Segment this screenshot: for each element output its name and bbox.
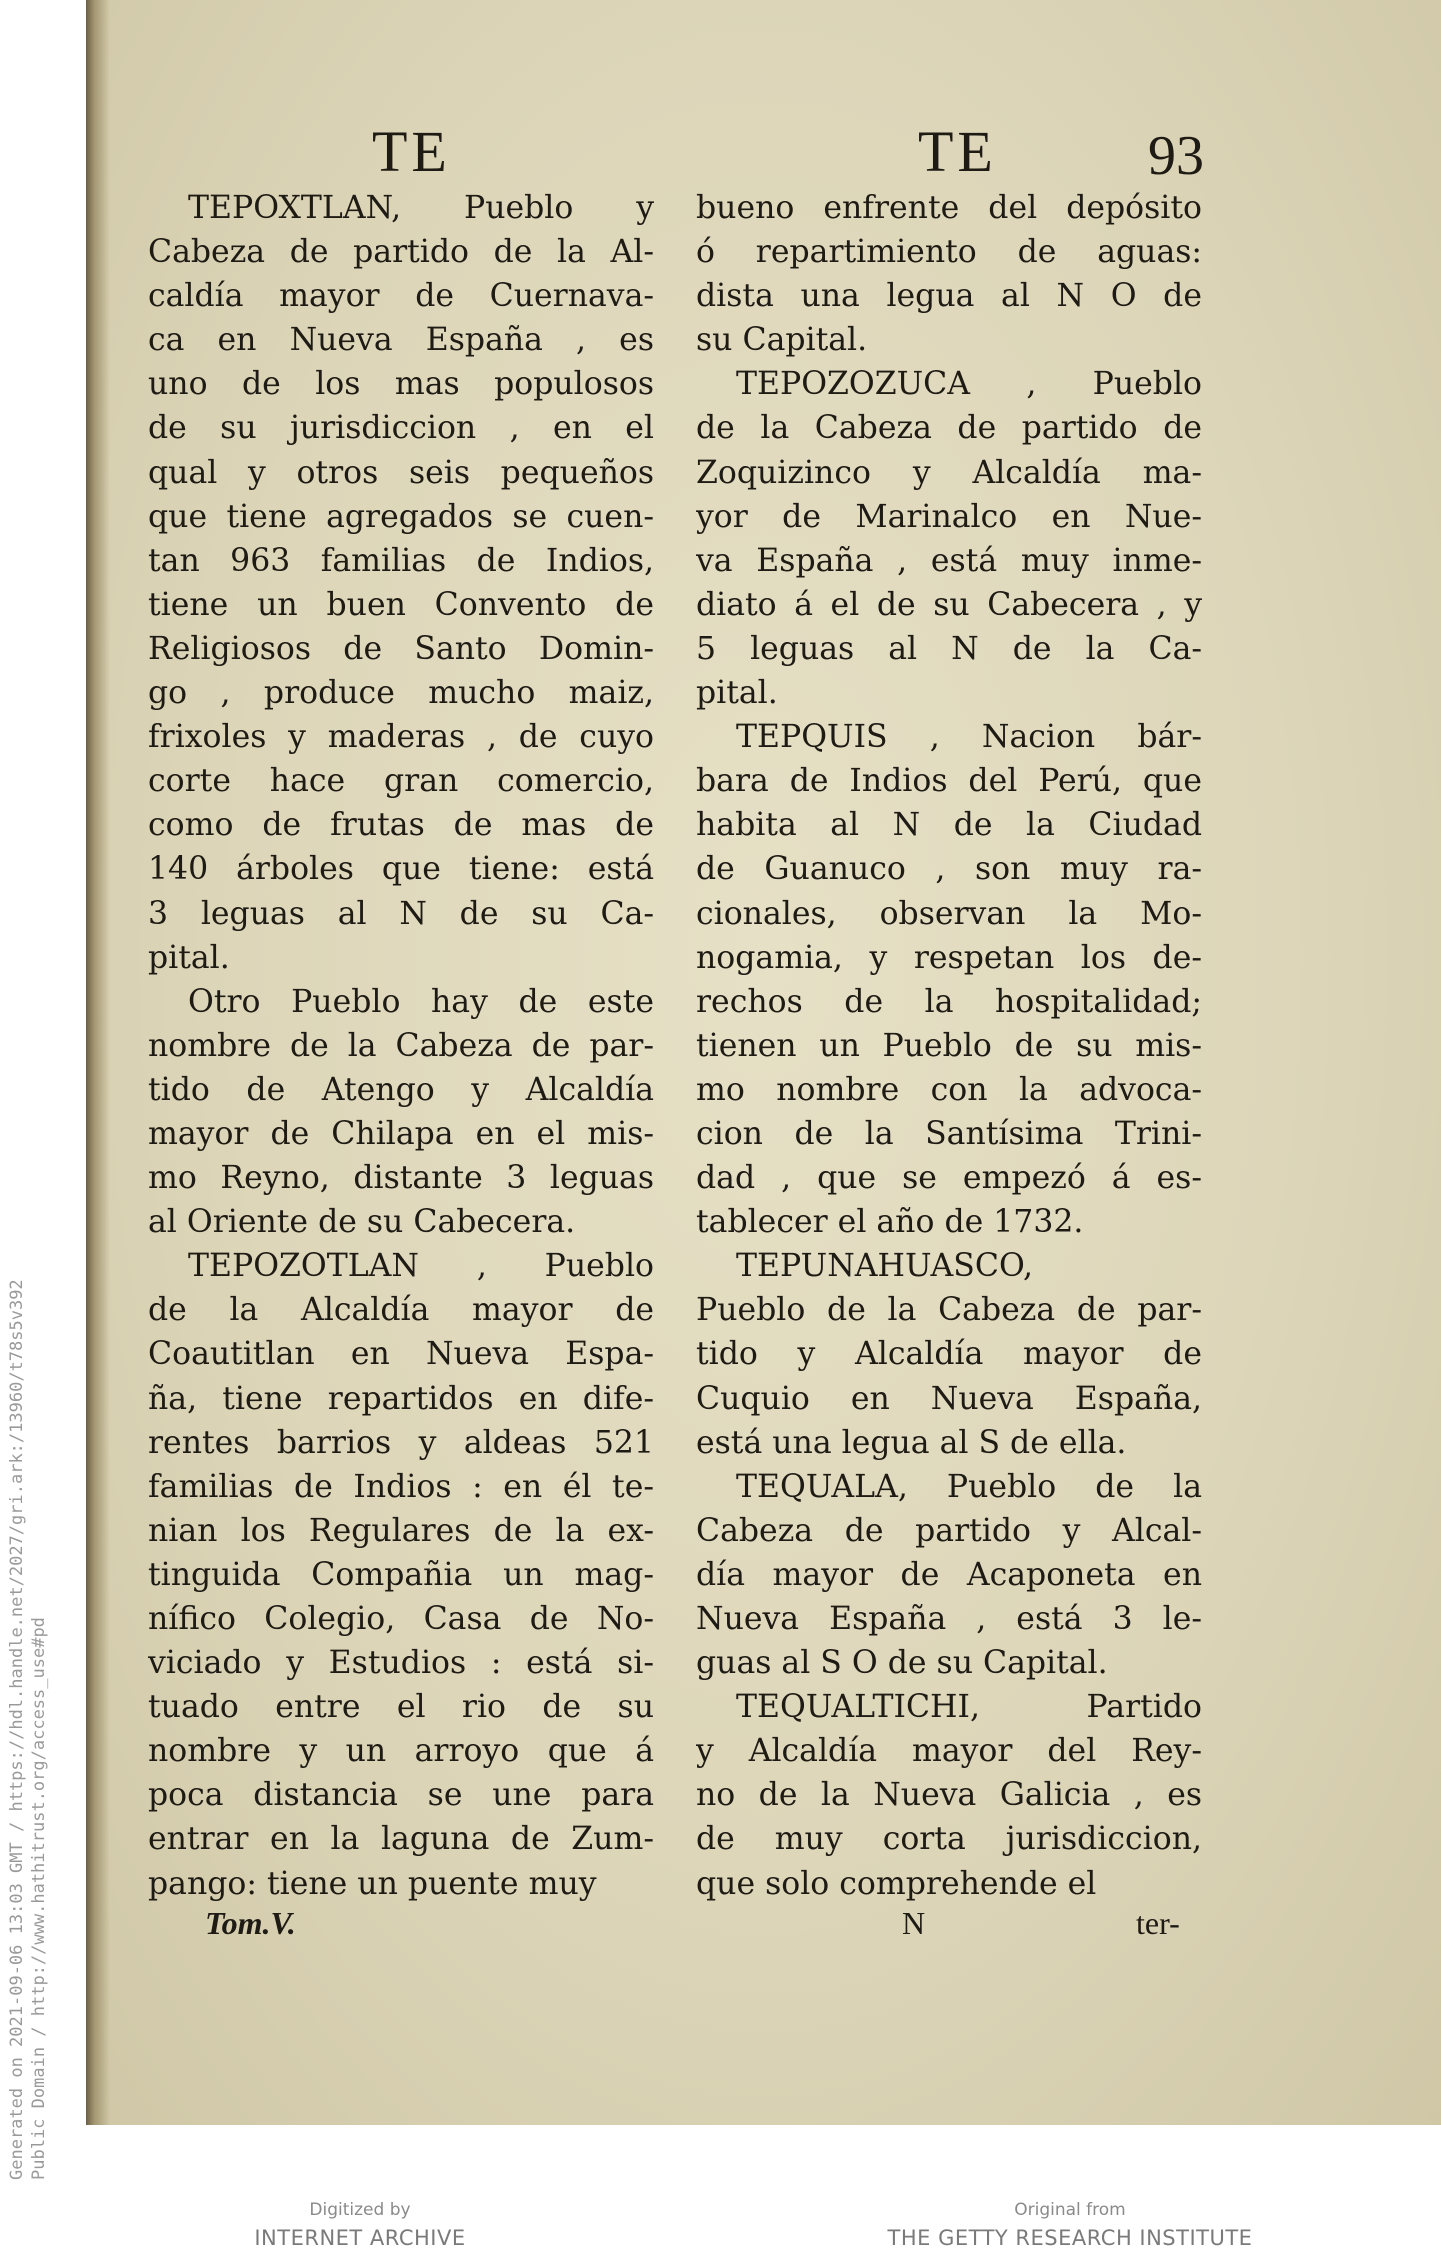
text-line: viciado y Estudios : está si- <box>148 1645 654 1682</box>
text-line: TEPQUIS , Nacion bár- <box>736 719 1202 756</box>
digitized-by-label: Digitized by <box>309 2200 411 2220</box>
text-line: rechos de la hospitalidad; <box>696 983 1202 1020</box>
text-line: de Guanuco , son muy ra- <box>696 851 1202 888</box>
text-line: de muy corta jurisdiccion, <box>696 1821 1202 1858</box>
text-line: ña, tiene repartidos en dife- <box>148 1380 654 1417</box>
text-line: 140 árboles que tiene: está <box>148 851 654 888</box>
text-line: Coautitlan en Nueva Espa- <box>148 1336 654 1373</box>
text-line: Cuquio en Nueva España, <box>696 1380 1202 1417</box>
text-line: Cabeza de partido y Alcal- <box>696 1512 1202 1549</box>
access-stamp-line-2: Public Domain / http://www.hathitrust.org/access_use#pd <box>29 1617 49 2180</box>
text-line: TEPOZOTLAN , Pueblo <box>188 1248 654 1285</box>
text-line: tienen un Pueblo de su mis- <box>696 1027 1202 1064</box>
text-line: 3 leguas al N de su Ca- <box>148 895 654 932</box>
catchword: ter- <box>1136 1905 1180 1941</box>
text-line: ó repartimiento de aguas: <box>696 234 1202 271</box>
digitizer-credit <box>230 2200 490 2250</box>
text-line: Religiosos de Santo Domin- <box>148 630 654 667</box>
text-line: mo Reyno, distante 3 leguas <box>148 1160 654 1197</box>
text-line: Pueblo de la Cabeza de par- <box>696 1292 1202 1329</box>
text-line: y Alcaldía mayor del Rey- <box>696 1733 1202 1770</box>
running-header-right: TE <box>918 119 997 184</box>
text-line: mo nombre con la advoca- <box>696 1071 1202 1108</box>
text-line: go , produce mucho maiz, <box>148 675 654 712</box>
text-line: de su jurisdiccion , en el <box>148 410 654 447</box>
left-text-column <box>148 186 654 1906</box>
text-line: TEPOXTLAN, Pueblo y <box>188 190 654 226</box>
text-line: nombre de la Cabeza de par- <box>148 1027 654 1064</box>
text-line: mayor de Chilapa en el mis- <box>148 1115 654 1152</box>
text-line: nífico Colegio, Casa de No- <box>148 1601 654 1637</box>
text-line: tido y Alcaldía mayor de <box>696 1336 1202 1373</box>
text-line: frixoles y maderas , de cuyo <box>148 719 654 756</box>
text-line: Nueva España , está 3 le- <box>696 1601 1202 1637</box>
text-line: que solo comprehende el <box>696 1865 1097 1902</box>
text-line: 5 leguas al N de la Ca- <box>696 630 1202 667</box>
text-line: cionales, observan la Mo- <box>696 895 1202 932</box>
text-line: TEQUALA, Pueblo de la <box>736 1468 1202 1505</box>
text-line: su Capital. <box>696 322 868 359</box>
text-line: pital. <box>696 675 778 712</box>
text-line: TEPUNAHUASCO, <box>736 1248 1033 1285</box>
text-line: tinguida Compañia un mag- <box>148 1556 654 1593</box>
text-line: nian los Regulares de la ex- <box>148 1512 654 1549</box>
text-line: nombre y un arroyo que á <box>148 1733 654 1770</box>
text-line: caldía mayor de Cuernava- <box>148 278 654 315</box>
text-line: tido de Atengo y Alcaldía <box>148 1071 654 1108</box>
text-line: tablecer el año de 1732. <box>696 1204 1084 1241</box>
original-from-label: Original from <box>1014 2200 1126 2220</box>
text-line: TEQUALTICHI, Partido <box>736 1689 1202 1726</box>
text-line: tan 963 familias de Indios, <box>148 542 654 579</box>
signature-mark: Tom.V. <box>205 1905 296 1941</box>
text-line: de la Cabeza de partido de <box>696 410 1202 447</box>
text-line: que tiene agregados se cuen- <box>148 498 654 535</box>
text-line: Otro Pueblo hay de este <box>188 983 654 1020</box>
text-line: día mayor de Acaponeta en <box>696 1556 1202 1593</box>
text-line: cion de la Santísima Trini- <box>696 1115 1202 1152</box>
text-line: bara de Indios del Perú, que <box>696 763 1202 800</box>
text-line: Zoquizinco y Alcaldía ma- <box>696 454 1202 491</box>
text-line: yor de Marinalco en Nue- <box>696 498 1202 535</box>
text-line: dad , que se empezó á es- <box>696 1160 1202 1197</box>
source-institution: THE GETTY RESEARCH INSTITUTE <box>887 2226 1253 2250</box>
text-line: como de frutas de mas de <box>148 807 654 844</box>
running-header-left: TE <box>372 119 451 184</box>
text-line: qual y otros seis pequeños <box>148 454 654 491</box>
text-line: diato á el de su Cabecera , y <box>696 586 1202 623</box>
text-line: está una legua al S de ella. <box>696 1424 1127 1461</box>
text-line: habita al N de la Ciudad <box>696 807 1202 844</box>
text-line: poca distancia se une para <box>148 1777 654 1814</box>
text-line: al Oriente de su Cabecera. <box>148 1204 576 1241</box>
access-stamp <box>6 1279 52 2220</box>
text-line: va España , está muy inme- <box>696 542 1202 579</box>
text-line: no de la Nueva Galicia , es <box>696 1777 1202 1814</box>
access-stamp-line-1: Generated on 2021-09-06 13:03 GMT / https://hdl.handle.net/2027/gri.ark:/13960/t78s5v392 <box>7 1279 27 2180</box>
text-line: entrar en la laguna de Zum- <box>148 1821 654 1858</box>
text-line: corte hace gran comercio, <box>148 763 654 800</box>
gathering-letter: N <box>902 1905 926 1941</box>
text-line: guas al S O de su Capital. <box>696 1645 1108 1682</box>
access-stamp-text <box>6 1279 50 2180</box>
text-line: uno de los mas populosos <box>148 366 654 403</box>
text-line: tiene un buen Convento de <box>148 586 654 623</box>
text-line: rentes barrios y aldeas 521 <box>148 1424 654 1461</box>
text-line: bueno enfrente del depósito <box>696 190 1202 226</box>
text-line: pango: tiene un puente muy <box>148 1865 597 1902</box>
text-line: ca en Nueva España , es <box>148 322 654 359</box>
text-line: de la Alcaldía mayor de <box>148 1292 654 1329</box>
text-line: Cabeza de partido de la Al- <box>148 234 654 271</box>
source-credit <box>860 2200 1280 2250</box>
digitizer-name: INTERNET ARCHIVE <box>254 2226 466 2250</box>
right-text-column <box>696 186 1202 1906</box>
text-line: nogamia, y respetan los de- <box>696 939 1202 976</box>
text-line: dista una legua al N O de <box>696 278 1202 315</box>
text-line: TEPOZOZUCA , Pueblo <box>736 366 1202 403</box>
page-number: 93 <box>1148 125 1204 187</box>
text-line: tuado entre el rio de su <box>148 1689 654 1726</box>
text-line: pital. <box>148 939 230 976</box>
page-binding-edge <box>86 0 110 2125</box>
text-line: familias de Indios : en él te- <box>148 1468 654 1505</box>
